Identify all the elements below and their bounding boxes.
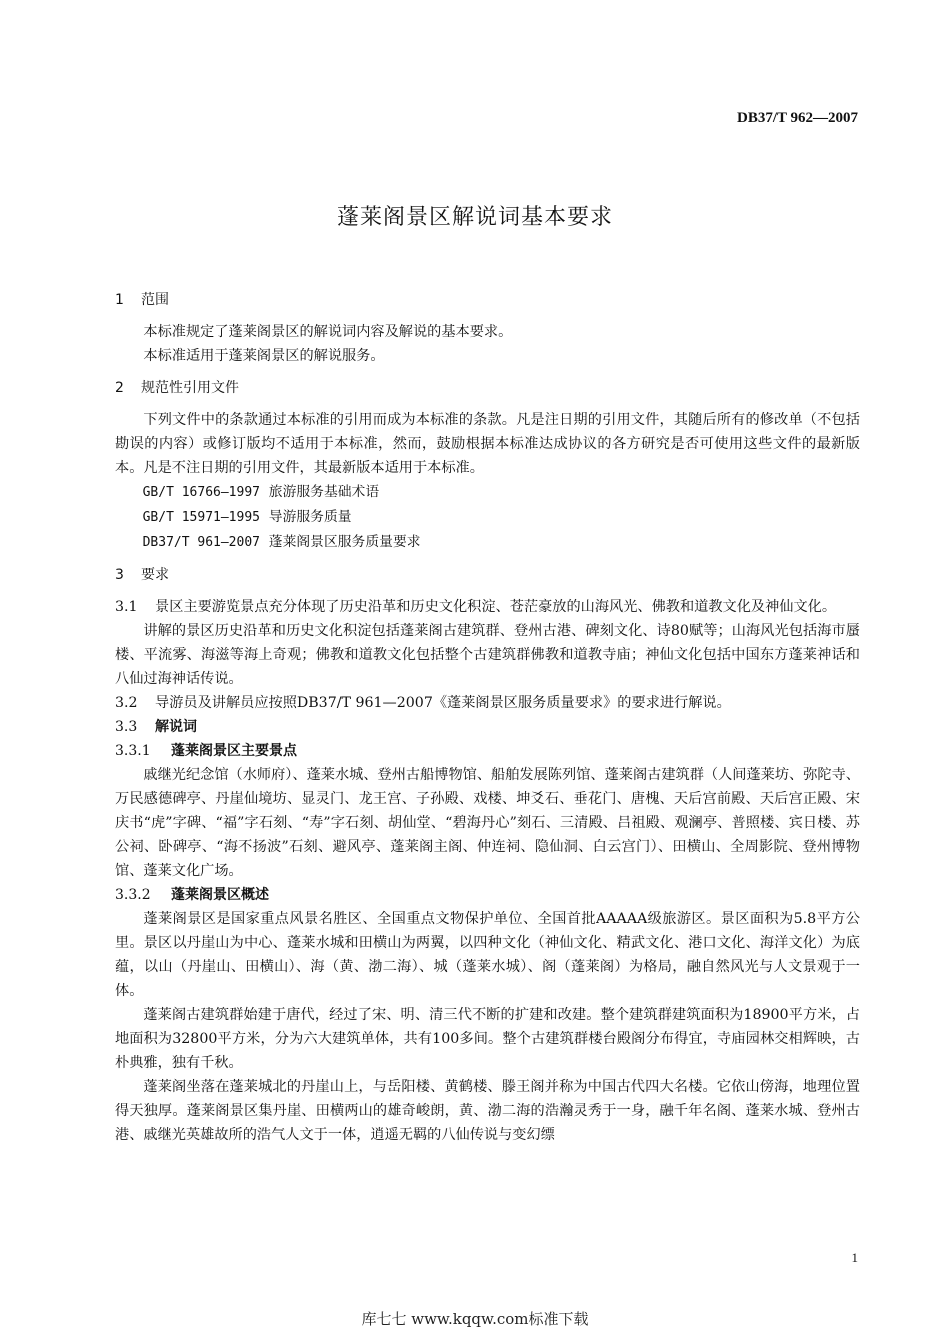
clause-3-3-1-heading (115, 739, 860, 763)
section-title: 规范性引用文件 (141, 380, 239, 396)
paragraph: 蓬莱阁古建筑群始建于唐代，经过了宋、明、清三代不断的扩建和改建。整个建筑群建筑面积为18900平方米，占地面积为32800平方米，分为六大建筑单体，共有100多间。整个古建筑群楼台殿阁分布得宜，寺庙园林交相辉映，古朴典雅，独有千秋。 (115, 1007, 860, 1071)
clause-text: 导游员及讲解员应按照DB37/T 961—2007《蓬莱阁景区服务质量要求》的要求进行解说。 (155, 695, 731, 711)
clause-number: 3.2 (115, 695, 138, 711)
clause-number: 3.3.2 (115, 887, 151, 903)
reference-code: DB37/T 961—2007 (142, 535, 260, 550)
reference-code: GB/T 16766—1997 (142, 485, 260, 500)
reference-item (115, 480, 860, 505)
section-title: 范围 (141, 292, 169, 308)
section-number: 2 (115, 380, 124, 396)
clause-number: 3.3 (115, 719, 138, 735)
section-title: 要求 (141, 567, 169, 583)
reference-title: 旅游服务基础术语 (268, 484, 380, 500)
reference-title: 蓬莱阁景区服务质量要求 (268, 534, 421, 550)
reference-item (115, 530, 860, 555)
paragraph: 蓬莱阁坐落在蓬莱城北的丹崖山上，与岳阳楼、黄鹤楼、滕王阁并称为中国古代四大名楼。它依山傍海，地理位置得天独厚。蓬莱阁景区集丹崖、田横两山的雄奇峻朗，黄、渤二海的浩瀚灵秀于一身，融千年名阁、蓬莱水城、登州古港、戚继光英雄故所的浩气人文于一体，逍遥无羁的八仙传说与变幻缥 (115, 1079, 860, 1143)
clause-text: 景区主要游览景点充分体现了历史沿革和历史文化积淀、苍茫豪放的山海风光、佛教和道教文化及神仙文化。 (155, 599, 837, 615)
section-number: 3 (115, 567, 124, 583)
paragraph: 本标准规定了蓬莱阁景区的解说词内容及解说的基本要求。 (143, 324, 513, 340)
paragraph: 讲解的景区历史沿革和历史文化积淀包括蓬莱阁古建筑群、登州古港、碑刻文化、诗80赋等；山海风光包括海市蜃楼、平流雾、海滋等海上奇观；佛教和道教文化包括整个古建筑群佛教和道教寺庙；神仙文化包括中国东方蓬莱神话和八仙过海神话传说。 (115, 623, 860, 687)
clause-3-3-heading (115, 715, 860, 739)
clause-title: 蓬莱阁景区主要景点 (171, 743, 297, 759)
paragraph: 下列文件中的条款通过本标准的引用而成为本标准的条款。凡是注日期的引用文件，其随后所有的修改单（不包括勘误的内容）或修订版均不适用于本标准，然而，鼓励根据本标准达成协议的各方研究是否可使用这些文件的最新版本。凡是不注日期的引用文件，其最新版本适用于本标准。 (115, 412, 860, 476)
standard-code: DB37/T 962—2007 (737, 110, 858, 126)
clause-title: 蓬莱阁景区概述 (171, 887, 269, 903)
clause-number: 3.1 (115, 599, 138, 615)
clause-number: 3.3.1 (115, 743, 151, 759)
section-1-heading (115, 288, 860, 312)
reference-title: 导游服务质量 (268, 509, 352, 525)
clause-3-1 (115, 595, 860, 619)
document-body (115, 288, 860, 1147)
paragraph: 蓬莱阁景区是国家重点风景名胜区、全国重点文物保护单位、全国首批AAAAA级旅游区。景区面积为5.8平方公里。景区以丹崖山为中心、蓬莱水城和田横山为两翼，以四种文化（神仙文化、精武文化、港口文化、海洋文化）为底蕴，以山（丹崖山、田横山）、海（黄、渤二海）、城（蓬莱水城）、阁（蓬莱阁）为格局，融自然风光与人文景观于一体。 (115, 911, 860, 999)
reference-item (115, 505, 860, 530)
page-number: 1 (851, 1250, 858, 1265)
document-title: 蓬莱阁景区解说词基本要求 (336, 205, 613, 230)
section-3-heading (115, 563, 860, 587)
paragraph: 戚继光纪念馆（水师府）、蓬莱水城、登州古船博物馆、船舶发展陈列馆、蓬莱阁古建筑群（人间蓬莱坊、弥陀寺、万民感德碑亭、丹崖仙境坊、显灵门、龙王宫、子孙殿、戏楼、坤爻石、垂花门、唐槐、天后宫前殿、天后宫正殿、宋庆书“虎”字碑、“福”字石刻、“寿”字石刻、胡仙堂、“碧海丹心”刻石、三清殿、吕祖殿、观澜亭、普照楼、宾日楼、苏公祠、卧碑亭、“海不扬波”石刻、避风亭、蓬莱阁主阁、仲连祠、隐仙洞、白云宫门）、田横山、全周影院、登州博物馆、蓬莱文化广场。 (115, 767, 860, 879)
footer-watermark: 库七七 www.kqqw.com标准下载 (361, 1310, 589, 1328)
reference-code: GB/T 15971—1995 (142, 510, 260, 525)
clause-title: 解说词 (155, 719, 197, 735)
section-number: 1 (115, 292, 124, 308)
clause-3-3-2-heading (115, 883, 860, 907)
clause-3-2 (115, 691, 860, 715)
paragraph: 本标准适用于蓬莱阁景区的解说服务。 (143, 348, 385, 364)
section-2-heading (115, 376, 860, 400)
